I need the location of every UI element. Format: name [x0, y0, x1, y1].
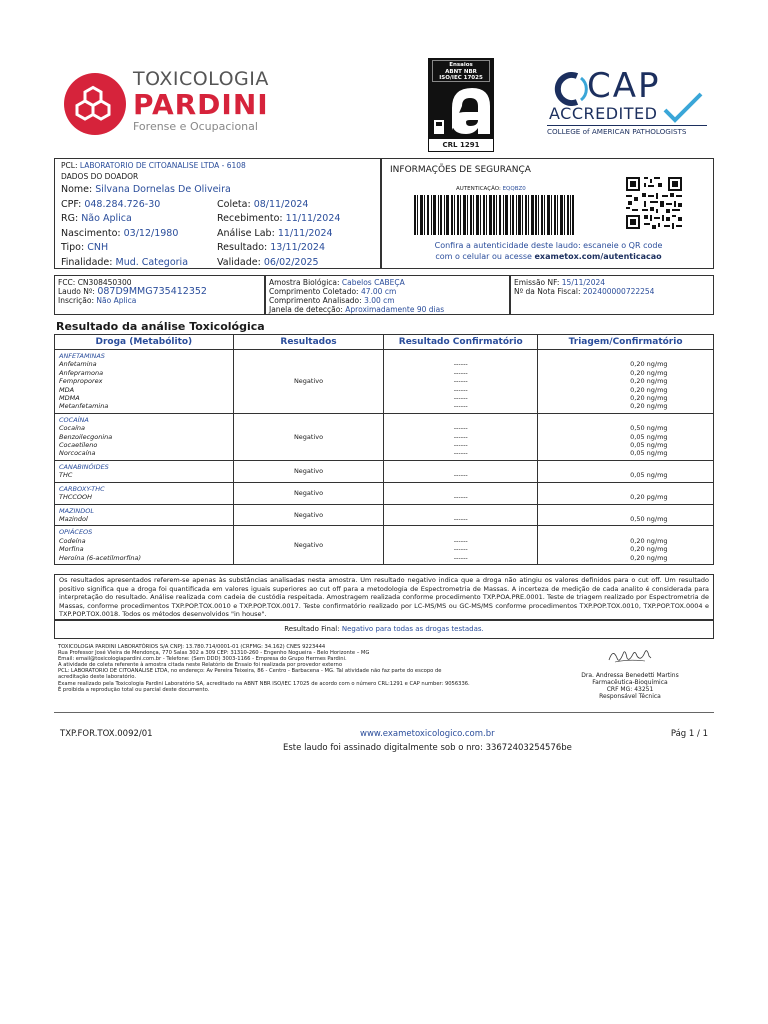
drug-name: Norcocaína: [59, 449, 96, 458]
lab-info-line: PCL: LABORATORIO DE CITOANALISE LTDA, no endereço: Av Pereira Teixeira, 86 - Centro - Barbacena - MG. Tal atividade não faz parte do escopo de: [58, 668, 442, 675]
confirm-value: ------: [453, 360, 468, 369]
drug-group-name: OPIÁCEOS: [59, 528, 93, 537]
analysis-value: 11/11/2024: [277, 227, 333, 239]
drug-cell: [55, 413, 234, 460]
lab-info-line: TOXICOLOGIA PARDINI LABORATÓRIOS S/A CNPJ: 13.780.714/0001-01 (CRFMG: 34.162) CNES 9223444: [58, 644, 326, 650]
bio-label: Amostra Biológica:: [269, 278, 340, 287]
bio-value: Cabelos CABEÇA: [341, 278, 405, 287]
cutoff-value: 0,20 ng/mg: [630, 360, 668, 369]
confirm-value: ------: [453, 368, 468, 377]
confirm-line-2: com o celular ou acesse: [435, 252, 532, 261]
confirm-value: ------: [453, 553, 468, 562]
lab-info-line: Rua Professor José Vieira de Mendonça, 770 Salas 302 a 309 CEP: 31310-260 - Engenho Nogueira - Belo Horizonte – MG: [58, 650, 370, 657]
brand-line-1: TOXICOLOGIA: [133, 68, 269, 90]
drug-group-name: COCAÍNA: [59, 415, 89, 424]
drug-name: Codeína: [59, 536, 86, 545]
len-collected-value: 47.00 cm: [360, 287, 397, 296]
name-label: Nome:: [61, 184, 93, 195]
lab-info-line: É proibida a reprodução total ou parcial deste documento.: [58, 686, 210, 693]
result-cell: Negativo: [233, 350, 384, 414]
seal-mid1-text: ABNT NBR: [445, 68, 477, 75]
results-group-row: [55, 482, 714, 504]
laudo-label: Laudo Nº:: [58, 287, 95, 296]
rg-value: Não Aplica: [81, 213, 132, 224]
seal-mid2-text: ISO/IEC 17025: [439, 75, 483, 81]
purpose-value: Mud. Categoria: [115, 256, 189, 268]
result-cell: Negativo: [233, 413, 384, 460]
confirm-value: ------: [453, 493, 468, 502]
confirm-value: ------: [453, 432, 468, 441]
result-date-value: 13/11/2024: [270, 242, 326, 253]
signer-role: Farmacêutica-Bioquímica: [592, 679, 668, 686]
cap-accredited: ACCREDITED: [549, 104, 658, 123]
collect-value: 08/11/2024: [253, 198, 309, 210]
confirm-value: ------: [453, 545, 468, 554]
cutoff-cell: [538, 526, 714, 565]
result-cell: Negativo: [233, 482, 384, 504]
analysis-label: Análise Lab:: [217, 227, 275, 239]
confirm-value: ------: [453, 394, 468, 403]
cutoff-value: 0,20 ng/mg: [630, 368, 668, 377]
window-label: Janela de detecção:: [269, 305, 343, 314]
result-cell: Negativo: [233, 460, 384, 482]
invoice-box: [510, 275, 714, 315]
lab-info-line: A atividade de coleta referente à amostra citada neste Relatório de Ensaio foi realizada por provedor externo: [58, 662, 342, 669]
drug-group-name: CANABINÓIDES: [59, 462, 109, 471]
len-analyzed-value: 3.00 cm: [364, 296, 395, 305]
drug-name: Cocaína: [59, 424, 85, 433]
drug-cell: [55, 460, 234, 482]
collect-label: Coleta:: [217, 198, 251, 210]
birth-value: 03/12/1980: [123, 227, 179, 239]
results-title: Resultado da análise Toxicológica: [56, 320, 265, 333]
signature-block: [560, 644, 700, 700]
qr-code: [626, 177, 682, 229]
nf-number-value: 202400000722254: [582, 287, 655, 296]
col-header-confirm: Resultado Confirmatório: [384, 335, 538, 350]
cpf-label: CPF:: [61, 198, 82, 210]
cpf-value: 048.284.726-30: [84, 198, 161, 210]
drug-name: THC: [59, 471, 73, 480]
final-result-value: Negativo para todas as drogas testadas.: [341, 625, 484, 633]
cutoff-cell: [538, 350, 714, 414]
results-group-row: [55, 526, 714, 565]
donor-section-title: DADOS DO DOADOR: [61, 172, 139, 181]
confirm-value: ------: [453, 514, 468, 523]
confirm-value: ------: [453, 424, 468, 433]
cap-ribbon-icon: [547, 72, 589, 106]
nf-label: Emissão NF:: [514, 278, 560, 287]
drug-name: Heroína (6-acetilmorfina): [59, 553, 142, 562]
confirm-cell: [384, 413, 538, 460]
cutoff-value: 0,50 ng/mg: [630, 424, 668, 433]
drug-name: Femproporex: [59, 377, 103, 386]
sample-id-box: [54, 275, 265, 315]
cutoff-cell: [538, 413, 714, 460]
drug-cell: [55, 482, 234, 504]
confirm-cell: [384, 482, 538, 504]
drug-group-name: CARBOXY-THC: [59, 484, 105, 493]
pardini-hexagon-icon: [63, 72, 127, 136]
signer-responsibility: Responsável Técnica: [599, 693, 661, 700]
drug-cell: [55, 504, 234, 526]
security-info-box: [381, 158, 714, 269]
cutoff-value: 0,50 ng/mg: [630, 514, 668, 523]
confirm-value: ------: [453, 385, 468, 394]
signer-name: Dra. Andressa Benedetti Martins: [581, 672, 679, 679]
cutoff-value: 0,05 ng/mg: [630, 432, 668, 441]
laudo-value: 087D9MMG735412352: [97, 286, 207, 297]
nf-number-label: Nº da Nota Fiscal:: [514, 287, 581, 296]
result-cell: Negativo: [233, 504, 384, 526]
cutoff-value: 0,20 ng/mg: [630, 394, 668, 403]
confirm-value: ------: [453, 536, 468, 545]
drug-group-name: MAZINDOL: [59, 506, 95, 515]
form-code: TXP.FOR.TOX.0092/01: [60, 729, 153, 739]
type-value: CNH: [87, 242, 109, 253]
len-analyzed-label: Comprimento Analisado:: [269, 296, 362, 305]
confirm-cell: [384, 460, 538, 482]
results-notes: Os resultados apresentados referem-se apenas às substâncias analisadas nesta amostra. Um resultado negativo indica que a droga não atingiu os valores definidos para o cut off. Um resultado positivo significa que a droga foi quantificada em valores iguais superiores ao cut off para a metodologia de Espectrometria de Massas. A incerteza de medição de cada analito é considerada para interpretação do resultado. Análise realizada com cadeia de custódia respeitada. Amostragem realizada conforme procedimento TXP.POA.PRE.0001. Teste de triagem realizado por Espectrometria de Massas, conforme procedimentos TXP.POP.TOX.0010 e TXP.POP.TOX.0017. Teste confirmatório realizado por LC-MS/MS ou GC-MS/MS conforme procedimentos TXP.POP.TOX.0010, TXP.POP.TOX.0004 e TXP.POP.TOX.0018. Todos os métodos desenvolvidos "in house".: [54, 574, 714, 620]
result-date-label: Resultado:: [217, 242, 268, 253]
col-header-cutoff: Triagem/Confirmatório: [538, 335, 714, 350]
donor-info-box: [54, 158, 381, 269]
inscricao-value: Não Aplica: [96, 296, 137, 305]
cutoff-value: 0,05 ng/mg: [630, 441, 668, 450]
cutoff-value: 0,20 ng/mg: [630, 402, 668, 411]
signed-note: Este laudo foi assinado digitalmente sob o nro: 33672403254576be: [283, 743, 572, 753]
results-group-row: [55, 350, 714, 414]
website-link[interactable]: www.exametoxicologico.com.br: [360, 729, 495, 739]
pcl-label: PCL:: [61, 161, 78, 170]
confirm-cell: [384, 526, 538, 565]
rg-label: RG:: [61, 213, 79, 224]
final-result: [54, 620, 714, 639]
drug-cell: [55, 350, 234, 414]
confirm-value: ------: [453, 449, 468, 458]
lab-info-line: Email: email@toxicologiapardini.com.br - Telefone: (Sem DDD) 3003-1166 - Empresa do Grupo Hermes Pardini.: [58, 656, 347, 663]
birth-label: Nascimento:: [61, 227, 121, 239]
cutoff-value: 0,20 pg/mg: [630, 493, 668, 502]
brand-line-2: PARDINI: [133, 88, 269, 121]
cap-college: COLLEGE of AMERICAN PATHOLOGISTS: [547, 125, 707, 136]
lab-info: [58, 644, 518, 693]
results-group-row: [55, 504, 714, 526]
barcode: [414, 195, 574, 235]
cutoff-value: 0,05 ng/mg: [630, 449, 668, 458]
inscricao-label: Inscrição:: [58, 296, 94, 305]
confirm-value: ------: [453, 471, 468, 480]
brand-line-3: Forense e Ocupacional: [133, 120, 258, 133]
fcc-text: FCC: CN308450300: [58, 278, 132, 287]
received-value: 11/11/2024: [285, 213, 341, 224]
validity-label: Validade:: [217, 256, 261, 268]
col-header-drug: Droga (Metabólito): [55, 335, 234, 350]
validity-value: 06/02/2025: [263, 256, 319, 268]
nf-value: 15/11/2024: [561, 278, 606, 287]
cutoff-value: 0,20 ng/mg: [630, 385, 668, 394]
results-table: [54, 334, 714, 565]
cutoff-value: 0,20 ng/mg: [630, 545, 668, 554]
page-number: Pág 1 / 1: [670, 729, 708, 739]
seal-top-text: Ensaios: [449, 62, 473, 68]
sample-bio-box: [265, 275, 510, 315]
window-value: Aproximadamente 90 dias: [345, 305, 445, 314]
confirm-value: ------: [453, 377, 468, 386]
purpose-label: Finalidade:: [61, 256, 113, 268]
drug-name: THCCOOH: [59, 493, 93, 502]
drug-name: MDMA: [59, 394, 80, 403]
cutoff-cell: [538, 482, 714, 504]
security-title: INFORMAÇÕES DE SEGURANÇA: [390, 165, 531, 175]
name-value: Silvana Dornelas De Oliveira: [95, 184, 231, 195]
seal-code: CRL 1291: [428, 138, 494, 152]
lab-info-line: acreditação deste laboratório.: [58, 674, 137, 681]
cap-word: CAP: [587, 66, 661, 106]
checkmark-icon: [663, 92, 703, 124]
page-footer: [54, 712, 714, 752]
drug-name: MDA: [59, 385, 75, 394]
confirm-value: ------: [453, 441, 468, 450]
confirm-cell: [384, 350, 538, 414]
pcl-value: LABORATORIO DE CITOANALISE LTDA - 6108: [79, 161, 246, 170]
confirm-cell: [384, 504, 538, 526]
results-body: [55, 350, 714, 565]
results-group-row: [55, 413, 714, 460]
received-label: Recebimento:: [217, 213, 283, 224]
auth-value: EQQBZ0: [502, 186, 526, 192]
cutoff-value: 0,05 ng/mg: [630, 471, 668, 480]
drug-cell: [55, 526, 234, 565]
auth-label: AUTENTICAÇÃO:: [456, 186, 501, 192]
seal-letter-a-icon: [428, 82, 494, 138]
cutoff-value: 0,20 ng/mg: [630, 553, 668, 562]
drug-name: Metanfetamina: [59, 402, 109, 411]
drug-name: Mazindol: [59, 514, 88, 523]
drug-name: Anfepramona: [59, 368, 104, 377]
type-label: Tipo:: [61, 242, 85, 253]
cutoff-cell: [538, 460, 714, 482]
result-cell: Negativo: [233, 526, 384, 565]
final-result-label: Resultado Final:: [284, 625, 340, 633]
pardini-logo: [63, 68, 269, 142]
len-collected-label: Comprimento Coletado:: [269, 287, 359, 296]
cutoff-value: 0,20 ng/mg: [630, 377, 668, 386]
drug-group-name: ANFETAMINAS: [59, 352, 105, 360]
signer-crf: CRF MG: 43251: [606, 686, 654, 693]
confirm-value: ------: [453, 402, 468, 411]
abnt-iso-seal: [428, 58, 494, 152]
confirm-line-1: Confira a autenticidade deste laudo: escaneie o QR code: [434, 241, 663, 250]
confirm-link[interactable]: exametox.com/autenticacao: [534, 252, 662, 261]
drug-name: Anfetamina: [59, 360, 97, 369]
results-group-row: [55, 460, 714, 482]
drug-name: Cocaetileno: [59, 441, 98, 450]
handwritten-signature: [605, 644, 655, 668]
cap-accredited-logo: [547, 66, 707, 140]
cutoff-value: 0,20 ng/mg: [630, 536, 668, 545]
lab-info-line: Exame realizado pela Toxicologia Pardini Laboratório SA, acreditado na ABNT NBR ISO/IEC 17025 de acordo com o número CRL:1291 e CAP number: 9056336.: [58, 680, 470, 687]
drug-name: Morfina: [59, 545, 84, 554]
drug-name: Benzoilecgonina: [59, 432, 113, 441]
col-header-result: Resultados: [233, 335, 384, 350]
cutoff-cell: [538, 504, 714, 526]
